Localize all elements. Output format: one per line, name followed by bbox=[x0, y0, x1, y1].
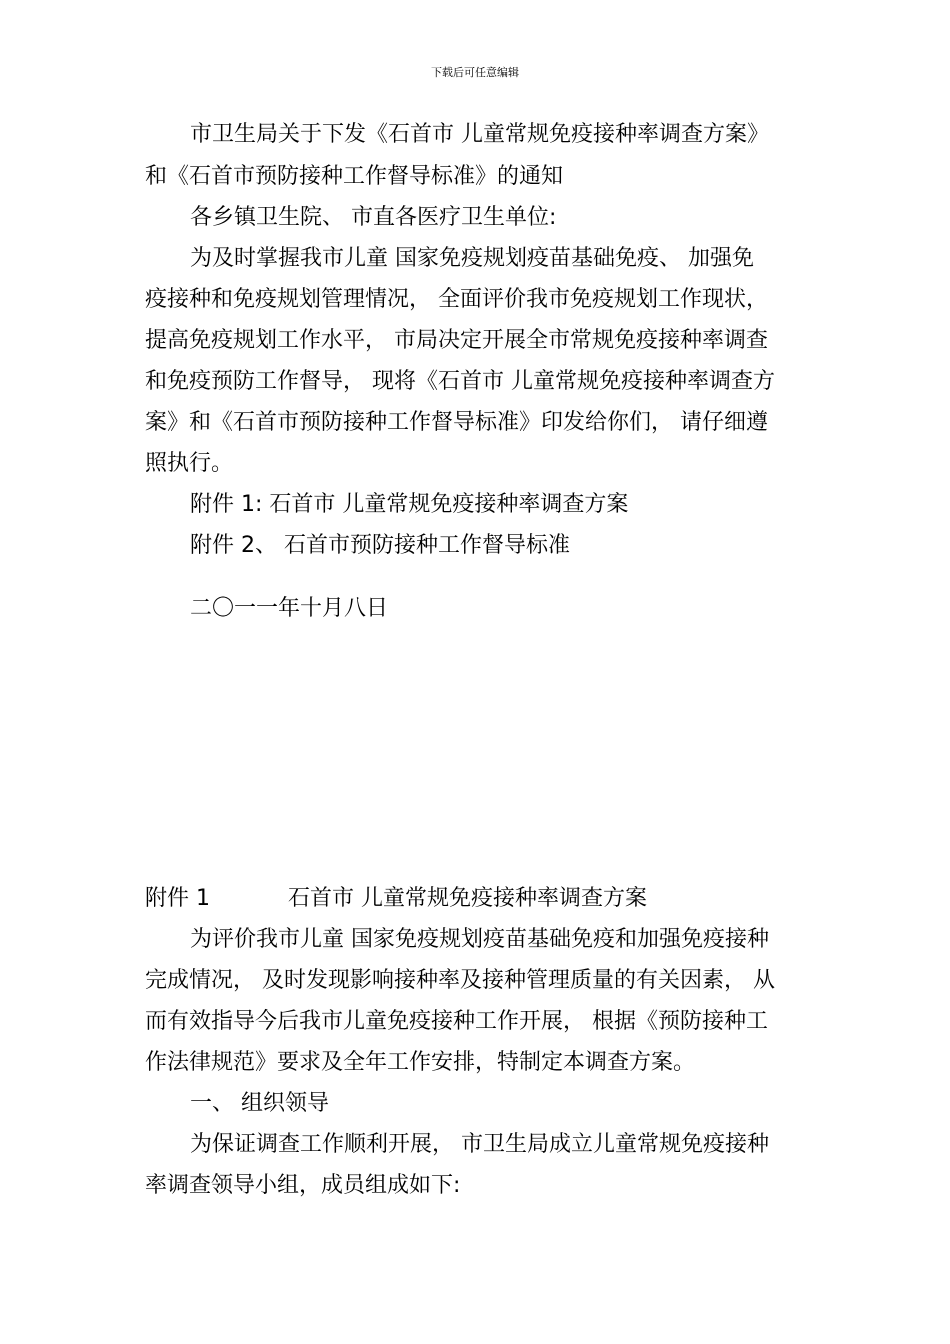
notice-body-line: 案》和《石首市预防接种工作督导标准》印发给你们， 请仔细遵 bbox=[145, 410, 768, 435]
notice-body-line: 提高免疫规划工作水平， 市局决定开展全市常规免疫接种率调查 bbox=[145, 328, 768, 353]
notice-body-line: 疫接种和免疫规划管理情况， 全面评价我市免疫规划工作现状， bbox=[145, 287, 768, 312]
appendix-label: 附件 1 bbox=[145, 886, 210, 911]
appendix-intro-line: 完成情况， 及时发现影响接种率及接种管理质量的有关因素， 从 bbox=[145, 968, 775, 993]
notice-date: 二〇一一年十月八日 bbox=[190, 596, 389, 621]
section-1-heading: 一、 组织领导 bbox=[190, 1091, 329, 1116]
section-1-line: 为保证调查工作顺利开展， 市卫生局成立儿童常规免疫接种 bbox=[190, 1132, 769, 1157]
notice-title-line-1: 市卫生局关于下发《石首市 儿童常规免疫接种率调查方案》 bbox=[190, 122, 769, 147]
appendix-intro-line: 作法律规范》要求及全年工作安排，特制定本调查方案。 bbox=[145, 1050, 696, 1075]
attachment-2-line: 附件 2、 石首市预防接种工作督导标准 bbox=[190, 533, 570, 558]
notice-title-line-2: 和《石首市预防接种工作督导标准》的通知 bbox=[145, 164, 564, 189]
attachment-1-line: 附件 1: 石首市 儿童常规免疫接种率调查方案 bbox=[190, 492, 629, 517]
appendix-intro-line: 而有效指导今后我市儿童免疫接种工作开展， 根据《预防接种工 bbox=[145, 1009, 768, 1034]
notice-body-line: 为及时掌握我市儿童 国家免疫规划疫苗基础免疫、 加强免 bbox=[190, 246, 754, 271]
appendix-title: 石首市 儿童常规免疫接种率调查方案 bbox=[288, 886, 647, 911]
header-note: 下载后可任意编辑 bbox=[431, 66, 519, 79]
appendix-intro-line: 为评价我市儿童 国家免疫规划疫苗基础免疫和加强免疫接种 bbox=[190, 927, 769, 952]
notice-body-line: 照执行。 bbox=[145, 451, 234, 476]
notice-body-line: 和免疫预防工作督导， 现将《石首市 儿童常规免疫接种率调查方 bbox=[145, 369, 775, 394]
notice-recipients: 各乡镇卫生院、 市直各医疗卫生单位: bbox=[190, 205, 557, 230]
section-1-line: 率调查领导小组，成员组成如下: bbox=[145, 1173, 461, 1198]
